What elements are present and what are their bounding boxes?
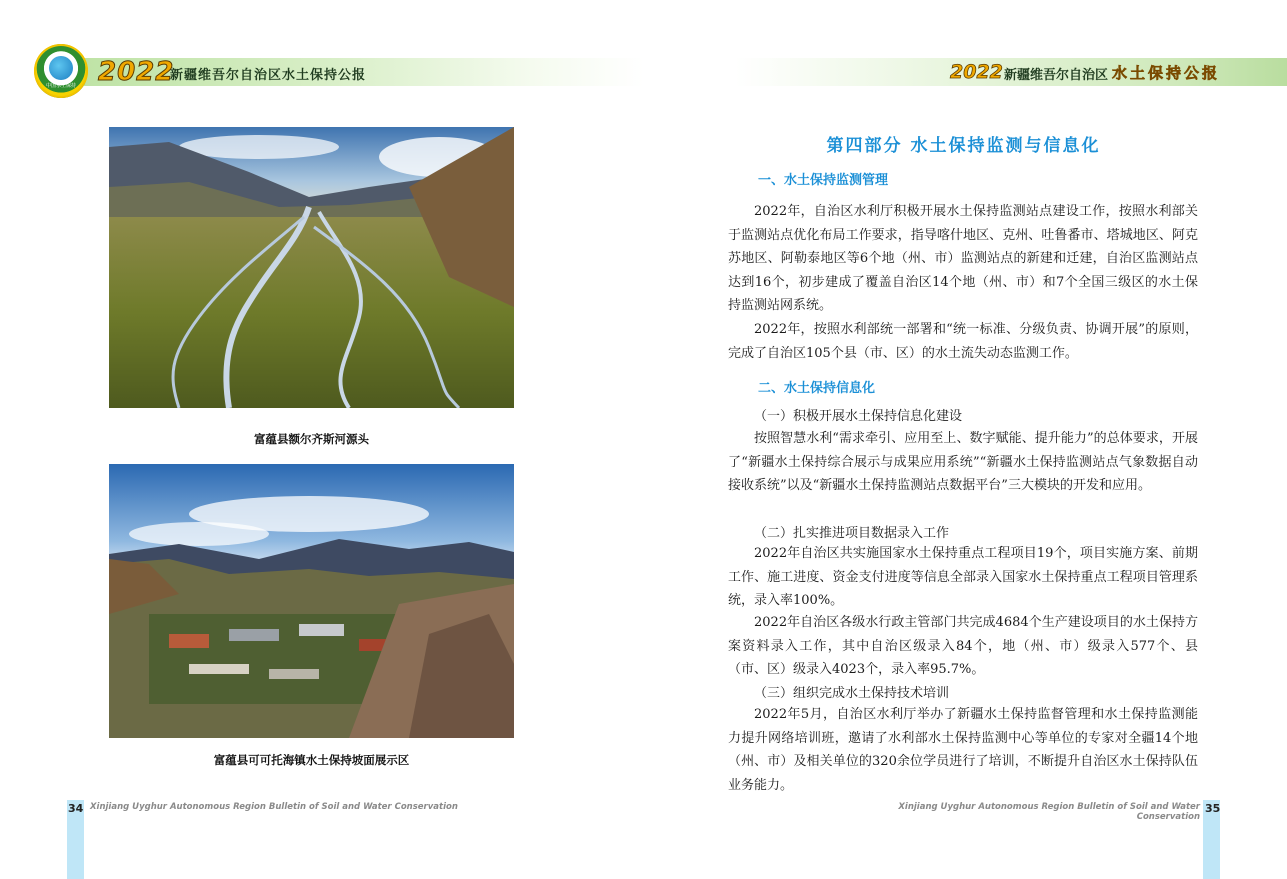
footer-text-right: Xinjiang Uyghur Autonomous Region Bulletin of Soil and Water Conservation bbox=[898, 802, 1200, 822]
photo2-caption: 富蕴县可可托海镇水土保持坡面展示区 bbox=[213, 753, 410, 767]
photo-koktokay-slope-area bbox=[109, 464, 514, 738]
header-year-left: 2022 bbox=[98, 57, 175, 87]
header-title-right: 新疆维吾尔自治区 bbox=[1004, 68, 1109, 83]
photo1-caption: 富蕴县额尔齐斯河源头 bbox=[254, 432, 369, 446]
section2-title: 二、水土保持信息化 bbox=[758, 381, 876, 396]
section1-title: 一、水土保持监测管理 bbox=[758, 173, 889, 188]
paragraph-4: 2022年自治区共实施国家水土保持重点工程项目19个，项目实施方案、前期工作、施工进度、资金支付进度等信息全部录入国家水土保持重点工程项目管理系统，录入率100%。 bbox=[728, 546, 1198, 609]
soil-conservation-logo bbox=[34, 44, 88, 98]
header-title-left: 新疆维吾尔自治区水土保持公报 bbox=[170, 68, 367, 83]
paragraph-6: 2022年5月，自治区水利厅举办了新疆水土保持监督管理和水土保持监测能力提升网络培训班，邀请了水利部水土保持监测中心等单位的专家对全疆14个地（州、市）及相关单位的320余位学员进行了培训，不断提升自治区水土保持队伍业务能力。 bbox=[728, 707, 1198, 793]
paragraph-3: 按照智慧水利“需求牵引、应用至上、数字赋能、提升能力”的总体要求，开展了“新疆水土保持综合展示与成果应用系统”“新疆水土保持监测站点气象数据自动接收系统”以及“新疆水土保持监测站点数据平台”三大模块的开发和应用。 bbox=[728, 431, 1198, 494]
subsection-1-title: （一）积极开展水土保持信息化建设 bbox=[754, 409, 963, 424]
town-landscape-image bbox=[109, 464, 514, 738]
footer-text-left: Xinjiang Uyghur Autonomous Region Bulletin of Soil and Water Conservation bbox=[90, 802, 458, 812]
header-year-right: 2022 bbox=[950, 61, 1003, 83]
header-title-right-accent: 水土保持公报 bbox=[1112, 64, 1221, 82]
landscape-river-image bbox=[109, 127, 514, 408]
globe-icon bbox=[49, 56, 73, 80]
part-title: 第四部分 水土保持监测与信息化 bbox=[826, 136, 1101, 156]
paragraph-2: 2022年，按照水利部统一部署和“统一标准、分级负责、协调开展”的原则，完成了自治区105个县（市、区）的水土流失动态监测工作。 bbox=[728, 322, 1198, 361]
page-number-left: 34 bbox=[68, 802, 84, 815]
paragraph-1: 2022年，自治区水利厅积极开展水土保持监测站点建设工作，按照水利部关于监测站点优化布局工作要求，指导喀什地区、克州、吐鲁番市、塔城地区、阿克苏地区、阿勒泰地区等6个地（州、市）监测站点的新建和迁建，自治区监测站点达到16个，初步建成了覆盖自治区14个地（州、市）和7个全国三级区的水土保持监测站网系统。 bbox=[728, 204, 1198, 314]
page-number-right: 35 bbox=[1205, 802, 1221, 815]
subsection-3-title: （三）组织完成水土保持技术培训 bbox=[754, 686, 950, 701]
subsection-2-title: （二）扎实推进项目数据录入工作 bbox=[754, 526, 950, 541]
logo-text: 中国水土保持 bbox=[45, 83, 76, 89]
photo-erqis-river-source bbox=[109, 127, 514, 408]
paragraph-5: 2022年自治区各级水行政主管部门共完成4684个生产建设项目的水土保持方案资料录入工作，其中自治区级录入84个，地（州、市）级录入577个、县（市、区）级录入4023个，录入率95.7%。 bbox=[728, 615, 1198, 678]
